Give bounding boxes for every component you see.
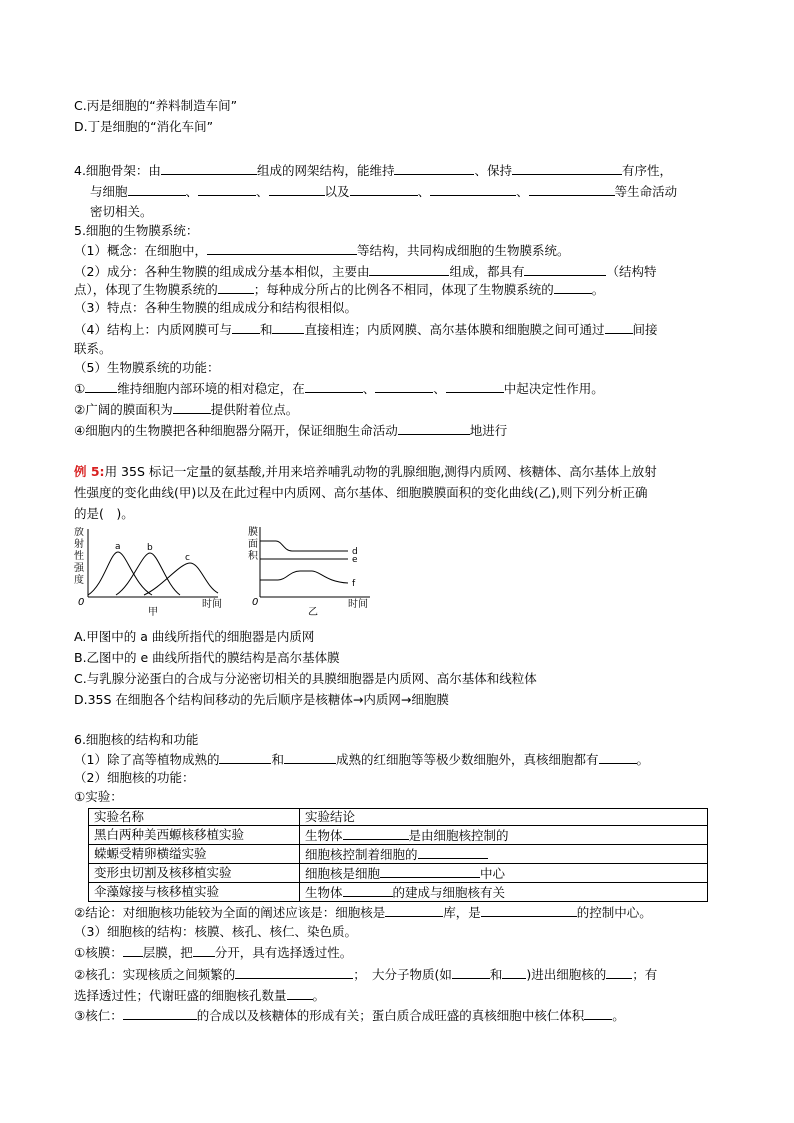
chart-jia-ylabel-2: 射	[74, 539, 84, 550]
table-row	[89, 845, 708, 864]
blank[interactable]	[207, 241, 357, 255]
blank[interactable]	[375, 379, 433, 393]
blank[interactable]	[269, 182, 325, 196]
chart-yi-label-d: d	[352, 547, 358, 557]
blank[interactable]	[584, 1006, 612, 1020]
example5-line-1: 例 5:用 35S 标记一定量的氨基酸,并用来培养哺乳动物的乳腺细胞,测得内质网、核糖体、高尔基体上放射	[74, 464, 657, 479]
cytoskeleton-line-3: 密切相关。	[90, 204, 153, 219]
chart-yi-ylabel-3: 积	[248, 551, 258, 562]
blank[interactable]	[398, 421, 470, 435]
chart-jia	[68, 527, 233, 619]
blank[interactable]	[305, 379, 363, 393]
cytoskeleton-line-1: 4.细胞骨架：由 组成的网架结构，能维持 、保持 有序性，	[74, 163, 672, 178]
chart-yi-label-e: e	[352, 555, 358, 565]
example5-option-c: C.与乳腺分泌蛋白的合成与分泌密切相关的具膜细胞器是内质网、高尔基体和线粒体	[74, 671, 537, 686]
example5-line-2: 性强度的变化曲线(甲)以及在此过程中内质网、高尔基体、细胞膜膜面积的变化曲线(乙),则下列分析正确	[74, 485, 648, 500]
structure-line-1: （4）结构上：内质网膜可与 和 直接相连；内质网膜、高尔基体膜和细胞膜之间可通过 间接	[74, 322, 658, 337]
blank[interactable]	[430, 182, 516, 196]
blank[interactable]	[232, 320, 260, 334]
chart-yi-series-f	[260, 571, 348, 583]
chart-yi-series-d	[260, 541, 348, 551]
nucleolus-line: ③核仁： 的合成以及核糖体的形成有关；蛋白质合成旺盛的真核细胞中核仁体积 。	[74, 1008, 625, 1023]
chart-yi	[246, 525, 376, 619]
chart-jia-label-c: c	[185, 553, 190, 563]
blank[interactable]	[452, 965, 490, 979]
function-2: ②广阔的膜面积为 提供附着位点。	[74, 402, 299, 417]
blank[interactable]	[380, 864, 480, 878]
blank[interactable]	[198, 182, 256, 196]
example5-option-a: A.甲图中的 a 曲线所指代的细胞器是内质网	[74, 629, 315, 644]
blank[interactable]	[272, 320, 304, 334]
experiment-name: 变形虫切割及核移植实验	[89, 864, 300, 883]
function-3: ④细胞内的生物膜把各种细胞器分隔开，保证细胞生命活动 地进行	[74, 423, 508, 438]
blank[interactable]	[529, 182, 615, 196]
blank[interactable]	[343, 826, 409, 840]
experiment-conclusion: 细胞核是细胞 中心	[300, 864, 708, 883]
blank[interactable]	[369, 262, 449, 276]
chart-jia-label-b: b	[147, 543, 153, 553]
concept-line: （1）概念：在细胞中， 等结构，共同构成细胞的生物膜系统。	[74, 243, 570, 258]
blank[interactable]	[394, 161, 474, 175]
example5-option-d: D.35S 在细胞各个结构间移动的先后顺序是核糖体→内质网→细胞膜	[74, 692, 449, 707]
blank[interactable]	[599, 750, 637, 764]
table-row	[89, 864, 708, 883]
blank[interactable]	[350, 182, 418, 196]
chart-jia-xlabel: 时间	[202, 599, 222, 610]
nucleus-function-heading: （2）细胞核的功能：	[74, 770, 195, 785]
blank[interactable]	[606, 965, 632, 979]
blank[interactable]	[123, 943, 143, 957]
example-label: 例 5:	[74, 464, 105, 479]
chart-jia-origin: 0	[78, 597, 85, 608]
blank[interactable]	[512, 161, 622, 175]
function-1: ① 维持细胞内部环境的相对稳定，在 、 、 中起决定性作用。	[74, 381, 604, 396]
feature-line: （3）特点：各种生物膜的组成成分和结构很相似。	[74, 300, 357, 315]
chart-yi-label-f: f	[352, 579, 356, 589]
nuclear-pore-line-2: 选择透过性；代谢旺盛的细胞核孔数量 。	[74, 988, 326, 1003]
composition-line-2: 点），体现了生物膜系统的 ；每种成分所占的比例各不相同，体现了生物膜系统的 。	[74, 282, 605, 297]
experiment-name: 伞藻嫁接与核移植实验	[89, 883, 300, 902]
cytoskeleton-line-2: 与细胞 、 、 以及 、 、 等生命活动	[90, 184, 678, 199]
blank[interactable]	[123, 1006, 197, 1020]
composition-line-1: （2）成分：各种生物膜的组成成分基本相似，主要由 组成，都具有 （结构特	[74, 264, 657, 279]
chart-jia-title: 甲	[148, 607, 158, 618]
blank[interactable]	[218, 280, 254, 294]
blank[interactable]	[287, 986, 313, 1000]
structure-line-2: 联系。	[74, 341, 112, 356]
chart-jia-series-a	[88, 552, 152, 595]
blank[interactable]	[193, 943, 215, 957]
experiment-conclusion: 生物体 是由细胞核控制的	[300, 826, 708, 845]
membrane-system-heading: 5.细胞的生物膜系统：	[74, 223, 199, 238]
chart-jia-label-a: a	[115, 542, 121, 552]
chart-yi-title: 乙	[308, 607, 318, 618]
nuclear-pore-line-1: ②核孔：实现核质之间频繁的 ； 大分子物质(如 和 )进出细胞核的 ；有	[74, 967, 658, 982]
blank[interactable]	[219, 750, 271, 764]
chart-jia-ylabel-4: 强	[74, 563, 84, 574]
blank[interactable]	[605, 320, 633, 334]
table-header: 实验名称	[89, 809, 300, 826]
blank[interactable]	[173, 400, 211, 414]
chart-yi-ylabel-1: 膜	[248, 527, 258, 538]
chart-jia-ylabel-1: 放	[74, 527, 84, 538]
blank[interactable]	[85, 379, 117, 393]
chart-yi-origin: 0	[252, 597, 259, 608]
blank[interactable]	[343, 883, 393, 897]
experiment-conclusion: 生物体 的建成与细胞核有关	[300, 883, 708, 902]
nuclear-membrane-line: ①核膜： 层膜，把 分开，具有选择透过性。	[74, 945, 353, 960]
table-row	[89, 826, 708, 845]
blank[interactable]	[502, 965, 526, 979]
chart-jia-ylabel-5: 度	[74, 575, 84, 586]
experiment-conclusion: 细胞核控制着细胞的	[300, 845, 708, 864]
blank[interactable]	[418, 845, 488, 859]
nucleus-line-1: （1）除了高等植物成熟的 和 成熟的红细胞等等极少数细胞外，真核细胞都有 。	[74, 752, 650, 767]
chart-jia-ylabel-3: 性	[74, 551, 84, 562]
blank[interactable]	[524, 262, 606, 276]
nucleus-structure-heading: （3）细胞核的结构：核膜、核孔、核仁、染色质。	[74, 924, 357, 939]
table-header: 实验结论	[300, 809, 708, 826]
chart-yi-xlabel: 时间	[348, 599, 368, 610]
conclusion-line: ②结论：对细胞核功能较为全面的阐述应该是：细胞核是 库，是 的控制中心。	[74, 905, 652, 920]
experiment-name: 蝾螈受精卵横缢实验	[89, 845, 300, 864]
blank[interactable]	[481, 903, 577, 917]
table-header-row	[89, 809, 708, 826]
blank[interactable]	[446, 379, 504, 393]
example5-option-b: B.乙图中的 e 曲线所指代的膜结构是高尔基体膜	[74, 650, 340, 665]
option-d: D.丁是细胞的“消化车间”	[74, 119, 214, 134]
blank[interactable]	[235, 965, 353, 979]
blank[interactable]	[385, 903, 443, 917]
experiment-name: 黑白两种美西螈核移植实验	[89, 826, 300, 845]
table-row	[89, 883, 708, 902]
blank[interactable]	[161, 161, 257, 175]
experiment-table	[88, 808, 708, 902]
chart-yi-ylabel-2: 面	[248, 539, 258, 550]
blank[interactable]	[284, 750, 336, 764]
chart-jia-series-c	[144, 563, 218, 595]
blank[interactable]	[554, 280, 592, 294]
blank[interactable]	[128, 182, 186, 196]
function-heading: （5）生物膜系统的功能：	[74, 360, 220, 375]
option-c: C.丙是细胞的“养料制造车间”	[74, 98, 238, 113]
example5-line-3: 的是( )。	[74, 506, 134, 521]
experiment-label: ①实验：	[74, 789, 123, 804]
nucleus-heading: 6.细胞核的结构和功能	[74, 732, 199, 747]
